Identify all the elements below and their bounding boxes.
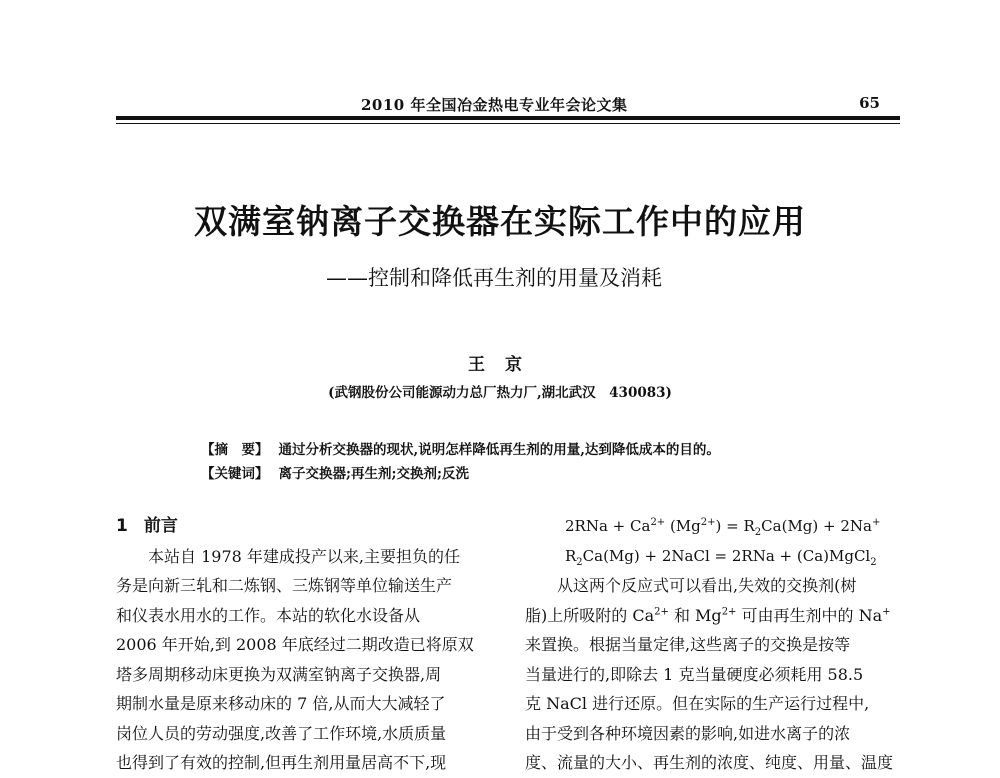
right-column — [525, 512, 905, 778]
body-line: 来置换。根据当量定律,这些离子的交换是按等 — [525, 635, 851, 654]
running-header — [116, 94, 900, 116]
body-line: 塔多周期移动床更换为双满室钠离子交换器,周 — [116, 664, 442, 684]
body-line: 岗位人员的劳动强度,改善了工作环境,水质质量 — [116, 723, 447, 743]
body-line: 脂)上所吸附的 $Ca^{2+}$ 和 $Mg^{2+}$ 可由再生剂中的 Na+ — [525, 605, 891, 625]
section-number: 1 — [116, 516, 128, 536]
body-line: 也得到了有效的控制,但再生剂用量居高不下,现 — [116, 753, 447, 772]
body-line: 本站自 1978 年建成投产以来,主要担负的任 — [148, 546, 460, 566]
header-rule-thick — [116, 116, 900, 120]
body-line: 务是向新三轧和二炼钢、三炼钢等单位输送生产 — [116, 576, 453, 595]
header-rule-thin — [116, 123, 900, 124]
keywords — [201, 462, 469, 482]
section-heading — [116, 512, 492, 542]
paper-title: 双满室钠离子交换器在实际工作中的应用 — [194, 202, 806, 241]
body-line: 当量进行的,即除去 1 克当量硬度必须耗用 58.5 — [525, 664, 864, 684]
abstract-label: 【摘 要】 — [201, 442, 269, 458]
running-title: 2010 年全国冶金热电专业年会论文集 — [361, 96, 628, 114]
reaction-equation-2: $R_2Ca(Mg)$ + 2NaCl = 2RNa + (Ca)MgCl$_2$ — [565, 546, 877, 568]
body-line: 和仪表水用水的工作。本站的软化水设备从 — [116, 605, 421, 625]
keywords-text: 离子交换器;再生剂;交换剂;反洗 — [278, 466, 469, 482]
body-line: 从这两个反应式可以看出,失效的交换剂(树 — [557, 576, 857, 595]
page-number: 65 — [859, 94, 880, 112]
author-name: 王京 — [468, 355, 542, 375]
paper-subtitle: ——控制和降低再生剂的用量及消耗 — [326, 266, 662, 290]
body-line: 2006 年开始,到 2008 年底经过二期改造已将原双 — [116, 635, 474, 654]
body-line: 期制水量是原来移动床的 7 倍,从而大大减轻了 — [116, 694, 446, 713]
reaction-equation-1: $2RNa + Ca^{2+}$ $(Mg^{2+}) = R_2Ca(Mg) + 2Na^+$ — [565, 517, 881, 538]
author-affiliation: (武钢股份公司能源动力总厂热力厂,湖北武汉 430083) — [328, 385, 672, 401]
body-line: 度、流量的大小、再生剂的浓度、纯度、用量、温度 — [525, 753, 894, 772]
section-title: 前言 — [143, 516, 178, 536]
body-line: 由于受到各种环境因素的影响,如进水离子的浓 — [525, 723, 851, 743]
abstract-text: 通过分析交换器的现状,说明怎样降低再生剂的用量,达到降低成本的目的。 — [278, 442, 720, 458]
body-line: 克 NaCl 进行还原。但在实际的生产运行过程中, — [525, 694, 870, 713]
abstract — [201, 438, 720, 458]
left-column — [116, 512, 492, 778]
keywords-label: 【关键词】 — [201, 466, 269, 482]
